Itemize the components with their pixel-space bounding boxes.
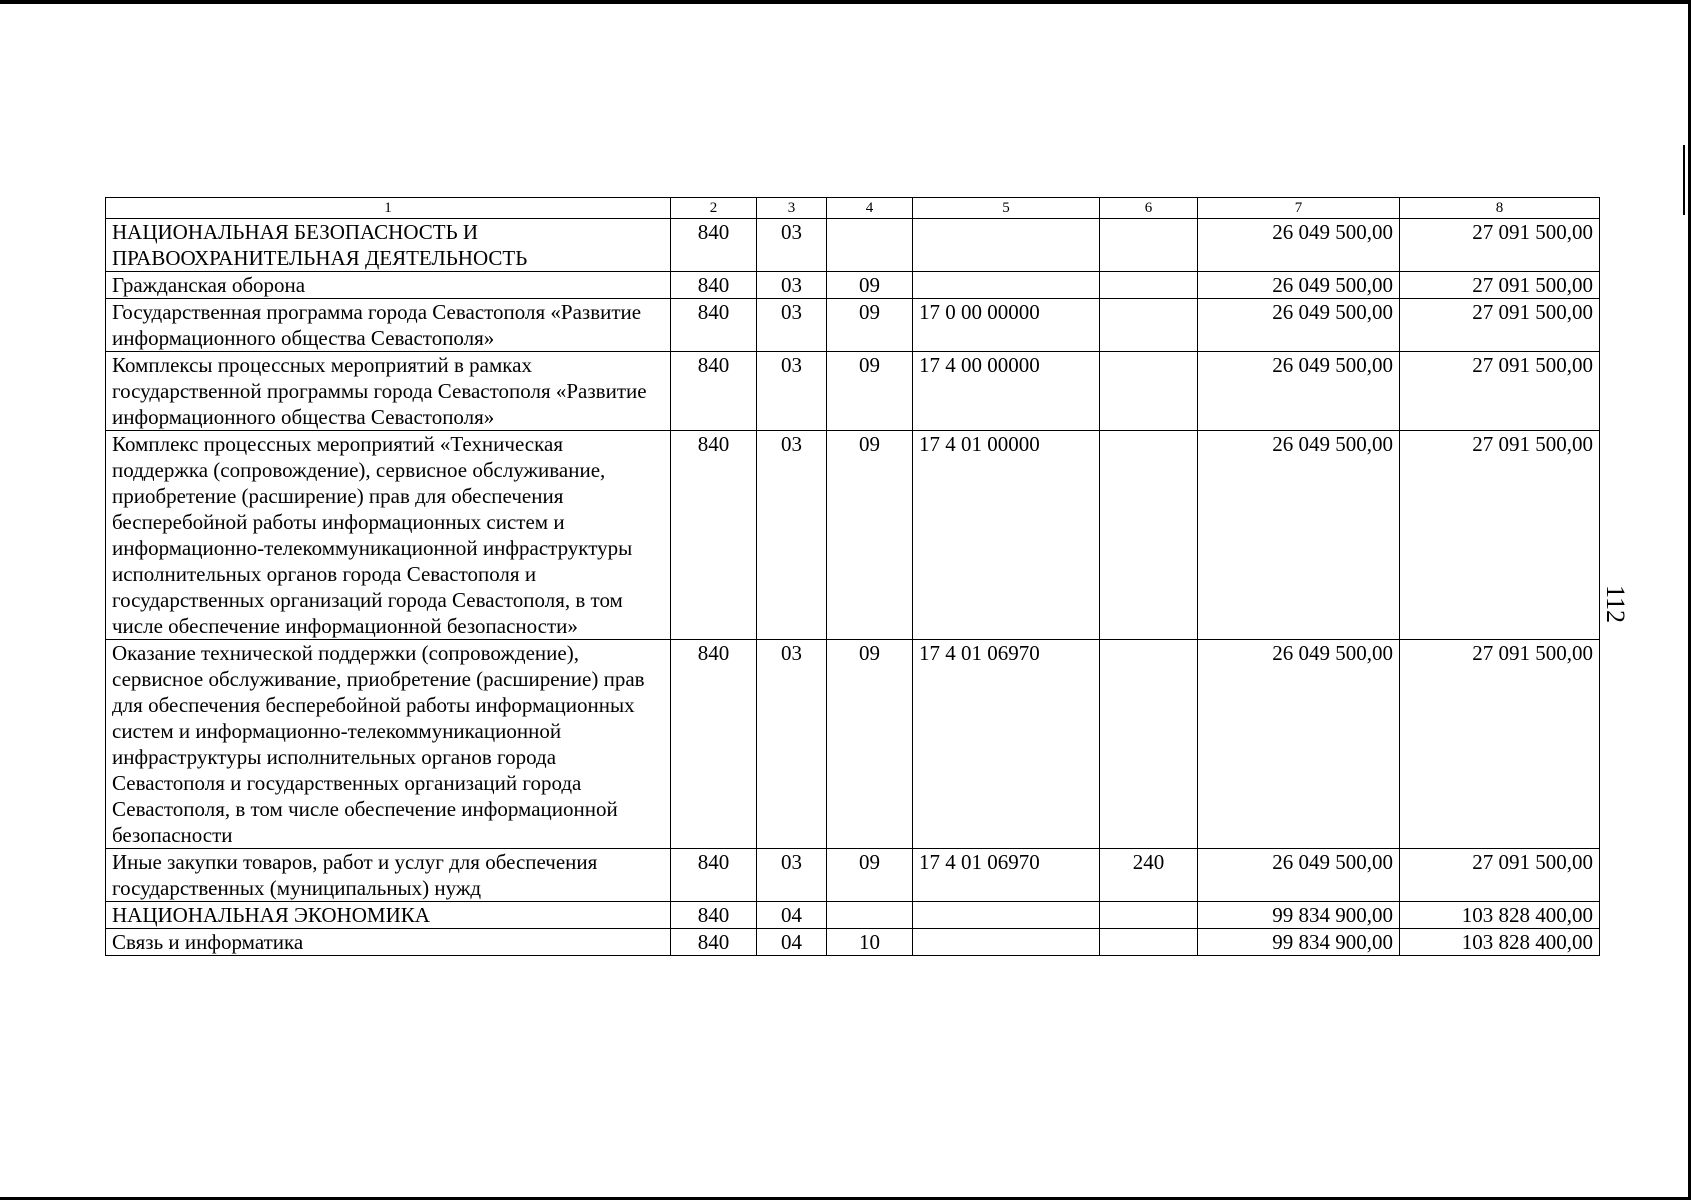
cell-code-4: 09 (827, 299, 913, 352)
row-name: Комплексы процессных мероприятий в рамках государственной программы города Севастополя «Развитие информационного общества Севастополя» (106, 352, 671, 431)
cell-amount-7: 26 049 500,00 (1198, 640, 1400, 849)
cell-code-3: 03 (757, 272, 827, 299)
table-row (106, 219, 1600, 272)
cell-code-6 (1100, 299, 1198, 352)
cell-amount-8: 27 091 500,00 (1400, 640, 1600, 849)
row-name: Комплекс процессных мероприятий «Техническая поддержка (сопровождение), сервисное обслуживание, приобретение (расширение) прав для обеспечения бесперебойной работы информационных систем и информационно-телекоммуникационной инфраструктуры исполнительных органов города Севастополя и государственных организаций города Севастополя, в том числе обеспечение информационной безопасности» (106, 431, 671, 640)
cell-amount-7: 26 049 500,00 (1198, 849, 1400, 902)
column-header: 4 (827, 198, 913, 219)
cell-code-3: 03 (757, 431, 827, 640)
cell-amount-7: 26 049 500,00 (1198, 352, 1400, 431)
table-row (106, 929, 1600, 956)
table-row (106, 902, 1600, 929)
cell-code-2: 840 (671, 299, 757, 352)
cell-code-2: 840 (671, 929, 757, 956)
column-header: 1 (106, 198, 671, 219)
cell-amount-7: 99 834 900,00 (1198, 902, 1400, 929)
cell-code-6 (1100, 929, 1198, 956)
row-name: Оказание технической поддержки (сопровождение), сервисное обслуживание, приобретение (расширение) прав для обеспечения бесперебойной работы информационных систем и информационно-телекоммуникационной инфраструктуры исполнительных органов города Севастополя и государственных организаций города Севастополя, в том числе обеспечение информационной безопасности (106, 640, 671, 849)
cell-code-3: 03 (757, 299, 827, 352)
cell-code-5 (913, 929, 1100, 956)
table-header-row (106, 198, 1600, 219)
table-row (106, 849, 1600, 902)
row-name: Связь и информатика (106, 929, 671, 956)
cell-code-3: 03 (757, 849, 827, 902)
budget-table (105, 197, 1600, 956)
column-header: 6 (1100, 198, 1198, 219)
column-header: 3 (757, 198, 827, 219)
cell-code-4: 10 (827, 929, 913, 956)
cell-code-6 (1100, 219, 1198, 272)
table-row (106, 431, 1600, 640)
cell-code-2: 840 (671, 272, 757, 299)
cell-amount-8: 27 091 500,00 (1400, 219, 1600, 272)
cell-amount-7: 26 049 500,00 (1198, 219, 1400, 272)
page-number: 112 (1601, 585, 1630, 624)
column-header: 5 (913, 198, 1100, 219)
cell-code-4: 09 (827, 640, 913, 849)
row-name: НАЦИОНАЛЬНАЯ БЕЗОПАСНОСТЬ И ПРАВООХРАНИТЕЛЬНАЯ ДЕЯТЕЛЬНОСТЬ (106, 219, 671, 272)
cell-amount-7: 26 049 500,00 (1198, 272, 1400, 299)
cell-code-4: 09 (827, 352, 913, 431)
cell-code-3: 03 (757, 219, 827, 272)
cell-code-5: 17 4 01 06970 (913, 640, 1100, 849)
scan-mark (1683, 145, 1685, 215)
scan-edge-top (0, 0, 1691, 4)
table-row (106, 352, 1600, 431)
table-row (106, 272, 1600, 299)
row-name: Государственная программа города Севастополя «Развитие информационного общества Севастополя» (106, 299, 671, 352)
cell-code-3: 03 (757, 640, 827, 849)
cell-code-5 (913, 219, 1100, 272)
cell-code-6 (1100, 431, 1198, 640)
cell-code-5 (913, 272, 1100, 299)
cell-amount-8: 27 091 500,00 (1400, 849, 1600, 902)
cell-amount-7: 26 049 500,00 (1198, 299, 1400, 352)
cell-code-4: 09 (827, 849, 913, 902)
cell-code-6 (1100, 272, 1198, 299)
cell-amount-7: 99 834 900,00 (1198, 929, 1400, 956)
cell-code-2: 840 (671, 849, 757, 902)
column-header: 7 (1198, 198, 1400, 219)
cell-amount-8: 27 091 500,00 (1400, 299, 1600, 352)
cell-amount-8: 103 828 400,00 (1400, 929, 1600, 956)
cell-code-5: 17 0 00 00000 (913, 299, 1100, 352)
cell-code-4: 09 (827, 431, 913, 640)
cell-code-5 (913, 902, 1100, 929)
cell-amount-7: 26 049 500,00 (1198, 431, 1400, 640)
cell-code-2: 840 (671, 640, 757, 849)
cell-code-6 (1100, 352, 1198, 431)
row-name: НАЦИОНАЛЬНАЯ ЭКОНОМИКА (106, 902, 671, 929)
cell-amount-8: 103 828 400,00 (1400, 902, 1600, 929)
cell-code-4: 09 (827, 272, 913, 299)
cell-code-6: 240 (1100, 849, 1198, 902)
row-name: Иные закупки товаров, работ и услуг для обеспечения государственных (муниципальных) нужд (106, 849, 671, 902)
cell-amount-8: 27 091 500,00 (1400, 431, 1600, 640)
table-body (106, 219, 1600, 956)
table-row (106, 299, 1600, 352)
cell-code-5: 17 4 01 00000 (913, 431, 1100, 640)
table-row (106, 640, 1600, 849)
cell-code-3: 03 (757, 352, 827, 431)
cell-code-4 (827, 219, 913, 272)
cell-amount-8: 27 091 500,00 (1400, 352, 1600, 431)
column-header: 2 (671, 198, 757, 219)
cell-code-3: 04 (757, 929, 827, 956)
column-header: 8 (1400, 198, 1600, 219)
cell-code-5: 17 4 01 06970 (913, 849, 1100, 902)
cell-code-3: 04 (757, 902, 827, 929)
row-name: Гражданская оборона (106, 272, 671, 299)
cell-code-2: 840 (671, 352, 757, 431)
cell-code-5: 17 4 00 00000 (913, 352, 1100, 431)
cell-amount-8: 27 091 500,00 (1400, 272, 1600, 299)
cell-code-2: 840 (671, 219, 757, 272)
cell-code-2: 840 (671, 431, 757, 640)
cell-code-6 (1100, 640, 1198, 849)
cell-code-2: 840 (671, 902, 757, 929)
cell-code-6 (1100, 902, 1198, 929)
cell-code-4 (827, 902, 913, 929)
